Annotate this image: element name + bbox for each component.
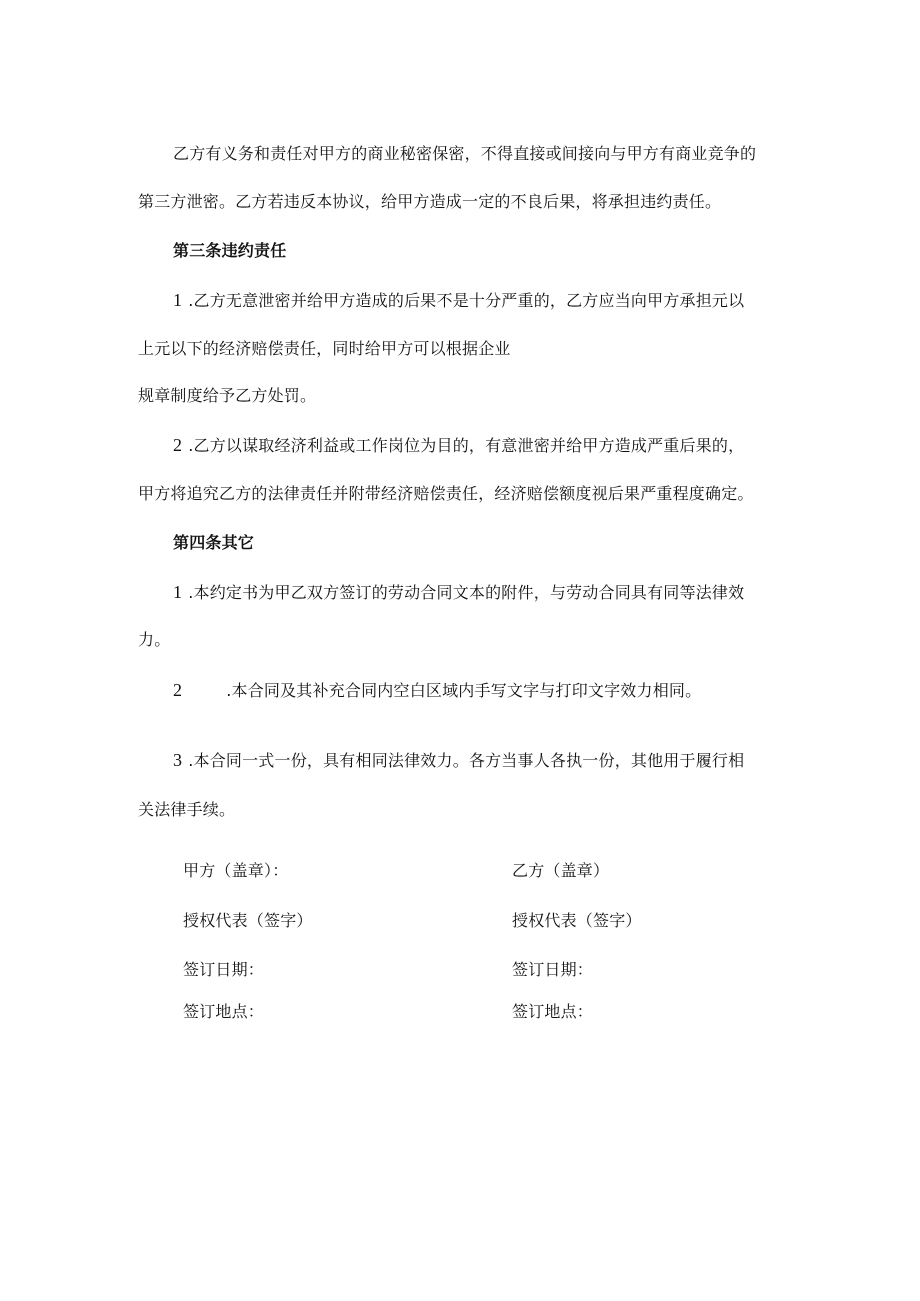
- party-a-place-label: 签订地点：: [183, 1002, 265, 1021]
- article-4-item-2-line-1: [173, 680, 701, 701]
- party-a-seal-label: 甲方（盖章）：: [183, 861, 289, 880]
- article-3-item-1-line-2: 上元以下的经济赔偿责任，同时给甲方可以根据企业: [138, 339, 511, 358]
- intro-paragraph-line-2: 第三方泄密。乙方若违反本协议，给甲方造成一定的不良后果，将承担违约责任。: [138, 192, 722, 211]
- article-3-item-1-line-3: 规章制度给予乙方处罚。: [138, 386, 317, 405]
- article-3-item-2-line-1: [173, 435, 744, 456]
- article-3-item-1-line-1: [173, 290, 744, 311]
- article-4-item-2-text: .本合同及其补充合同内空白区域内手写文字与打印文字效力相同。: [226, 681, 702, 700]
- article-3-item-1-text: .乙方无意泄密并给甲方造成的后果不是十分严重的，乙方应当向甲方承担元以: [188, 291, 745, 310]
- article-4-item-1-line-2: 力。: [138, 630, 171, 649]
- article-4-item-3-number: 3: [173, 750, 183, 770]
- party-a-date-label: 签订日期：: [183, 960, 265, 979]
- party-b-place-label: 签订地点：: [512, 1002, 594, 1021]
- article-3-heading: 第三条违约责任: [173, 241, 287, 260]
- article-4-item-1-number: 1: [173, 582, 183, 602]
- party-b-representative-label: 授权代表（签字）: [512, 911, 642, 930]
- article-3-item-2-line-2: 甲方将追究乙方的法律责任并附带经济赔偿责任，经济赔偿额度视后果严重程度确定。: [138, 484, 754, 503]
- party-b-date-label: 签订日期：: [512, 960, 594, 979]
- article-4-item-1-text: .本约定书为甲乙双方签订的劳动合同文本的附件，与劳动合同具有同等法律效: [188, 583, 745, 602]
- article-3-item-2-number: 2: [173, 435, 183, 455]
- article-3-item-1-number: 1: [173, 290, 183, 310]
- party-a-representative-label: 授权代表（签字）: [183, 911, 313, 930]
- article-4-item-3-line-2: 关法律手续。: [138, 800, 236, 819]
- article-4-item-3-text: .本合同一式一份，具有相同法律效力。各方当事人各执一份，其他用于履行相: [188, 751, 745, 770]
- article-4-heading: 第四条其它: [173, 533, 255, 552]
- article-4-item-2-number: 2: [173, 680, 183, 700]
- article-3-item-2-text: .乙方以谋取经济利益或工作岗位为目的，有意泄密并给甲方造成严重后果的，: [188, 436, 745, 455]
- party-b-seal-label: 乙方（盖章）: [512, 861, 610, 880]
- intro-paragraph-line-1: 乙方有义务和责任对甲方的商业秘密保密，不得直接或间接向与甲方有商业竞争的: [173, 144, 757, 163]
- article-4-item-1-line-1: [173, 582, 744, 603]
- article-4-item-3-line-1: [173, 750, 744, 771]
